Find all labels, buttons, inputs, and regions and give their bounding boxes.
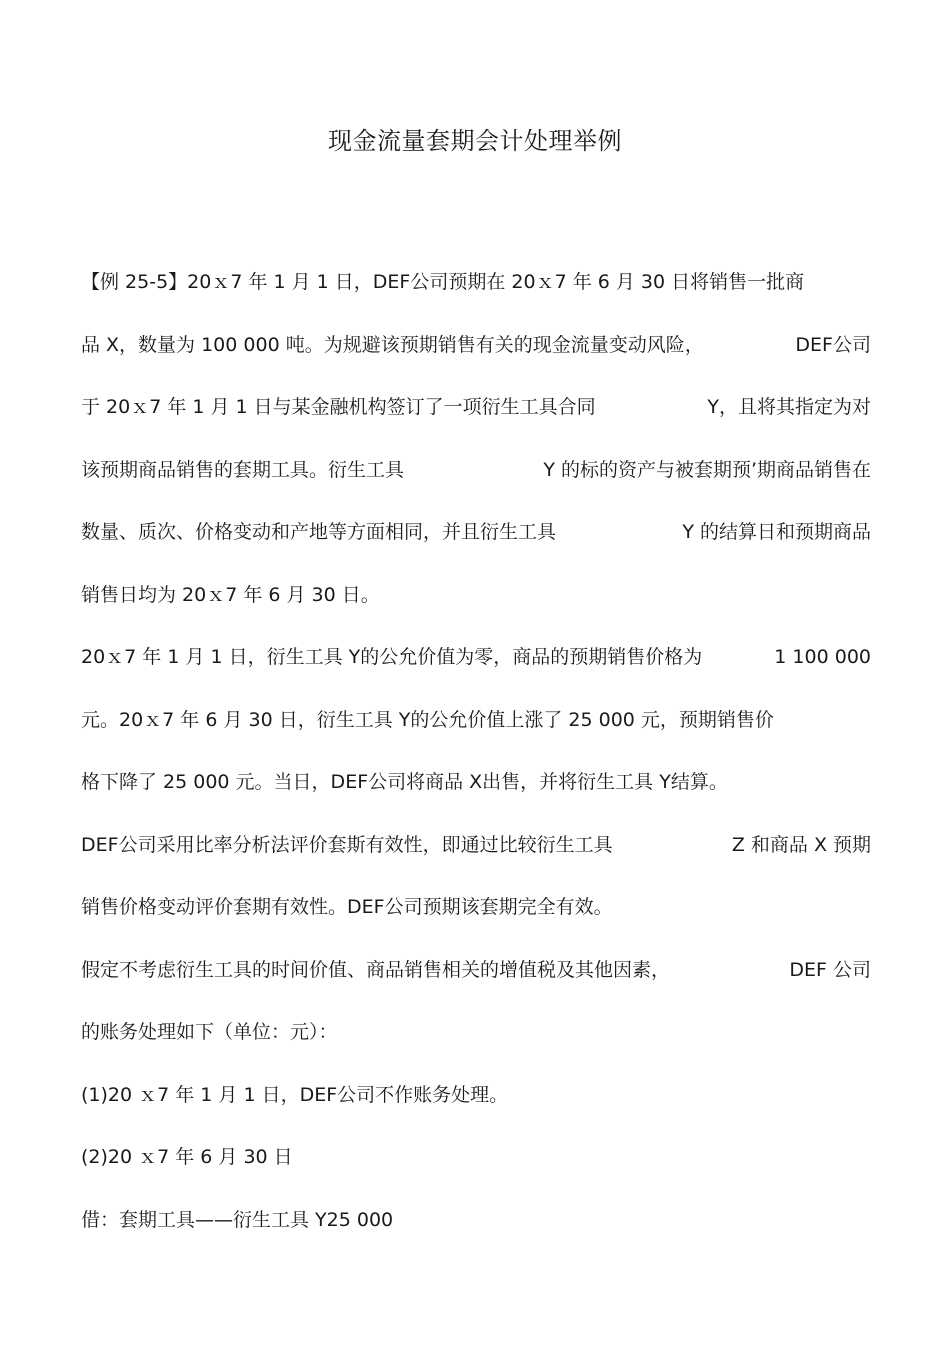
para3-line-2 xyxy=(81,893,871,921)
para1-line-5-text: 数量、质次、价格变动和产地等方面相同，并且衍生工具 xyxy=(81,521,557,543)
document-title: 现金流量套期会计处理举例 xyxy=(328,127,622,155)
para3-line-1 xyxy=(81,831,871,859)
para3-line-2-text: 销售价格变动评价套期有效性。DEF公司预期该套期完全有效。 xyxy=(81,896,613,918)
para4-line-1-text: 假定不考虑衍生工具的时间价值、商品销售相关的增值税及其他因素， xyxy=(81,959,671,981)
para3-line-1-text: DEF公司采用比率分析法评价套斯有效性，即通过比较衍生工具 xyxy=(81,834,613,856)
para1-line-3 xyxy=(81,393,871,421)
para1-line-2-tail: DEF公司 xyxy=(795,334,871,356)
para1-line-6 xyxy=(81,581,871,609)
para2-line-1-tail: 1 100 000 xyxy=(774,646,871,668)
para2-line-3 xyxy=(81,768,871,796)
para1-line-4-text: 该预期商品销售的套期工具。衍生工具 xyxy=(81,459,405,481)
para3-line-1-tail: Z 和商品 X 预期 xyxy=(731,834,871,856)
entry-3: 借：套期工具——衍生工具 Y25 000 xyxy=(81,1209,394,1231)
entry-1: (1)20 ｘ7 年 1 月 1 日，DEF公司不作账务处理。 xyxy=(81,1084,509,1106)
para1-line-5 xyxy=(81,518,871,546)
para4-line-2 xyxy=(81,1018,871,1046)
para1-line-4-tail: Y 的标的资产与被套期预’期商品销售在 xyxy=(543,459,871,481)
para2-line-3-text: 格下降了 25 000 元。当日，DEF公司将商品 X出售，并将衍生工具 Y结算。 xyxy=(81,771,728,793)
para1-line-5-tail: Y 的结算日和预期商品 xyxy=(682,521,871,543)
para2-line-1-text: 20ｘ7 年 1 月 1 日，衍生工具 Y的公允价值为零，商品的预期销售价格为 xyxy=(81,646,703,668)
para1-line-4 xyxy=(81,456,871,484)
para4-line-1-tail: DEF 公司 xyxy=(789,959,871,981)
para2-line-1 xyxy=(81,643,871,671)
para1-line-2-text: 品 X，数量为 100 000 吨。为规避该预期销售有关的现金流量变动风险， xyxy=(81,334,704,356)
para2-line-2-text: 元。20ｘ7 年 6 月 30 日，衍生工具 Y的公允价值上涨了 25 000 元，预期销售价 xyxy=(81,709,774,731)
para1-line-1 xyxy=(81,268,871,296)
para1-line-6-text: 销售日均为 20ｘ7 年 6 月 30 日。 xyxy=(81,584,380,606)
para1-line-2 xyxy=(81,331,871,359)
para2-line-2 xyxy=(81,706,871,734)
entry-2: (2)20 ｘ7 年 6 月 30 日 xyxy=(81,1146,293,1168)
para4-line-1 xyxy=(81,956,871,984)
para1-line-3-tail: Y，且将其指定为对 xyxy=(707,396,871,418)
para1-line-1-text: 【例 25-5】20ｘ7 年 1 月 1 日，DEF公司预期在 20ｘ7 年 6 月 30 日将销售一批商 xyxy=(81,271,805,293)
para4-line-2-text: 的账务处理如下（单位：元）： xyxy=(81,1021,338,1043)
para1-line-3-text: 于 20ｘ7 年 1 月 1 日与某金融机构签订了一项衍生工具合同 xyxy=(81,396,596,418)
